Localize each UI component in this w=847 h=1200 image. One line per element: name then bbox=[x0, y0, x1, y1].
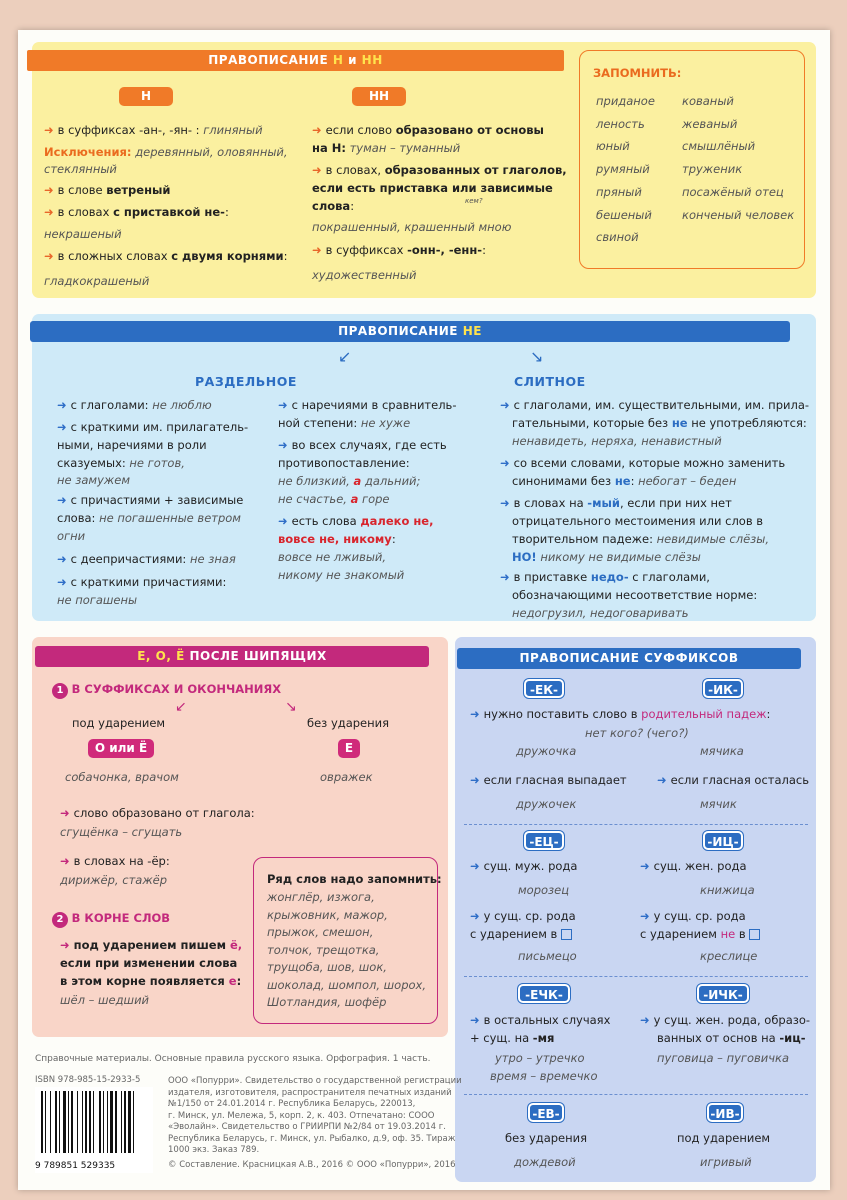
memorize-word: крыжовник, мажор, bbox=[267, 907, 388, 922]
suf-iv-example: игривый bbox=[700, 1155, 752, 1169]
rule-n-4-example: некрашеный bbox=[44, 227, 122, 241]
ne-join-4b: обозначающими несоответствие норме: bbox=[512, 588, 758, 602]
example-stressed: собачонка, врачом bbox=[65, 770, 179, 784]
publisher-line: №1/150 от 24.01.2014 г. Республика Беларусь, 220013, bbox=[168, 1099, 416, 1109]
ne-sep-3c: огни bbox=[57, 529, 86, 543]
remember-word: посажёный отец bbox=[682, 184, 784, 199]
remember-word: смышлёный bbox=[682, 139, 756, 154]
suf-ev-rule: без ударения bbox=[505, 1131, 588, 1145]
rule-n-5-example: гладкокрашеный bbox=[44, 274, 150, 288]
memorize-word: трущоба, шов, шок, bbox=[267, 960, 387, 974]
suf-ek-example-2: дружочек bbox=[516, 797, 577, 811]
barcode-bar bbox=[133, 1091, 134, 1153]
suf-ic-example-1: книжица bbox=[700, 883, 755, 897]
pill-ek: -ЕК- bbox=[524, 679, 564, 698]
barcode-bar bbox=[107, 1091, 108, 1153]
example-unstressed: овражек bbox=[320, 770, 373, 784]
ne-join-3d: НО! никому не видимые слёзы bbox=[512, 550, 701, 564]
section-eo-title: Е, О, Ё ПОСЛЕ ШИПЯЩИХ bbox=[35, 646, 429, 667]
ne-sep-4: ➜ с деепричастиями: не зная bbox=[57, 552, 236, 566]
remember-word: труженик bbox=[682, 162, 743, 177]
suf-fem-ic: ➜ у сущ. жен. рода, образо- bbox=[640, 1013, 811, 1027]
suf-echk-example-1: утро – утречко bbox=[495, 1051, 585, 1065]
ne-sep-5b: не погашены bbox=[57, 593, 138, 607]
barcode-bar bbox=[59, 1091, 60, 1153]
remember-word: кованый bbox=[682, 94, 734, 108]
remember-word: свиной bbox=[596, 230, 639, 245]
arrow-right-icon: ↘ bbox=[285, 699, 297, 715]
rule-nn-3: ➜ в суффиксах -онн-, -енн-: bbox=[312, 243, 486, 257]
suf-vowel-stays: ➜ если гласная осталась bbox=[657, 773, 810, 787]
rule-n-2-cont: стеклянный bbox=[44, 162, 117, 176]
suf-fem: ➜ сущ. жен. рода bbox=[640, 859, 747, 873]
barcode-bar bbox=[115, 1091, 117, 1153]
pill-ik: -ИК- bbox=[703, 679, 743, 698]
barcode-bar bbox=[71, 1091, 73, 1153]
ne-sep-7b: противопоставление: bbox=[278, 456, 410, 470]
ne-sep-8: ➜ есть слова далеко не, bbox=[278, 514, 434, 528]
suf-ev-example: дождевой bbox=[514, 1155, 576, 1169]
barcode-bar bbox=[50, 1091, 51, 1153]
remember-word: пряный bbox=[596, 184, 642, 199]
ne-sep-5: ➜ с краткими причастиями: bbox=[57, 575, 227, 589]
publisher-line: г. Минск, ул. Мележа, 5, корп. 2, к. 403. Отпечатано: СООО bbox=[168, 1110, 435, 1121]
barcode-bar bbox=[68, 1091, 69, 1153]
square-icon bbox=[749, 929, 760, 940]
barcode-bar bbox=[89, 1091, 91, 1153]
barcode-bar bbox=[110, 1091, 113, 1153]
suf-ec-example-1: морозец bbox=[518, 883, 570, 897]
rule-nn-2: ➜ в словах, образованных от глаголов, bbox=[312, 163, 567, 177]
suf-neut-1b: с ударением в bbox=[470, 925, 572, 943]
suf-neut-1: ➜ у сущ. ср. рода bbox=[470, 909, 576, 923]
suf-echk-example-2: время – времечко bbox=[490, 1069, 598, 1083]
remember-word: приданое bbox=[596, 94, 655, 108]
publisher-line: издателя, изготовителя, распространителя печатных изданий bbox=[168, 1087, 452, 1098]
barcode-bar bbox=[121, 1091, 122, 1153]
ne-sep-6b: ной степени: не хуже bbox=[278, 416, 411, 430]
rule-n-1: ➜ в суффиксах -ан-, -ян- : глиняный bbox=[44, 123, 263, 137]
pill-nn: НН bbox=[352, 87, 406, 106]
rule-er-example: дирижёр, стажёр bbox=[60, 873, 168, 887]
rule-nn-2-question: кем? bbox=[465, 197, 483, 205]
ne-sep-8b: вовсе не, никому: bbox=[278, 532, 396, 546]
pill-n: Н bbox=[119, 87, 173, 106]
rule-root-2: если при изменении слова bbox=[60, 956, 238, 970]
remember-title: ЗАПОМНИТЬ: bbox=[593, 66, 682, 80]
memorize-word: Шотландия, шофёр bbox=[267, 995, 387, 1009]
pill-ic: -ИЦ- bbox=[703, 831, 743, 850]
rule-n-2: Исключения: деревянный, оловянный, bbox=[44, 145, 288, 159]
rule-root-3: в этом корне появляется е: bbox=[60, 974, 242, 988]
suf-question: нет кого? (чего?) bbox=[585, 726, 689, 740]
section-n-nn-title: ПРАВОПИСАНИЕ Н и НН bbox=[27, 50, 564, 71]
publisher-line: 1000 экз. Заказ 789. bbox=[168, 1145, 260, 1155]
publisher-line: «Эволайн». Свидетельство о ГРИИРПИ №2/84 от 19.03.2014 г. bbox=[168, 1122, 446, 1132]
suf-ichk-example: пуговица – пуговичка bbox=[657, 1051, 790, 1065]
rule-from-verb-example: сгущёнка – сгущать bbox=[60, 825, 183, 839]
rule-nn-2-example: покрашенный, крашенный мною bbox=[312, 220, 512, 234]
ne-sep-3b: слова: не погашенные ветром bbox=[57, 511, 241, 525]
ne-sep-2b: ными, наречиями в роли bbox=[57, 438, 207, 452]
memorize-word: жонглёр, изжога, bbox=[267, 890, 375, 904]
suf-other-b: + сущ. на -мя bbox=[470, 1031, 555, 1045]
barcode-bar bbox=[99, 1091, 101, 1153]
rule-nn-1: ➜ если слово образовано от основы bbox=[312, 123, 544, 137]
section-ne-title: ПРАВОПИСАНИЕ НЕ bbox=[30, 321, 790, 342]
pill-o-or-yo: О или Ё bbox=[88, 739, 154, 758]
publisher-line: ООО «Попурри». Свидетельство о государственной регистрации bbox=[168, 1076, 462, 1086]
memorize-word: толчок, трещотка, bbox=[267, 942, 380, 957]
suf-ik-example-1: мячика bbox=[700, 744, 744, 758]
memorize-word: шоколад, шомпол, шорох, bbox=[267, 977, 427, 992]
pill-e: Е bbox=[338, 739, 360, 758]
label-unstressed: без ударения bbox=[307, 716, 390, 730]
footer-description: Справочные материалы. Основные правила русского языка. Орфография. 1 часть. bbox=[35, 1054, 431, 1064]
barcode-bar bbox=[63, 1091, 66, 1153]
suf-ik-example-2: мячик bbox=[700, 797, 737, 811]
ne-sep-3: ➜ с причастиями + зависимые bbox=[57, 493, 244, 507]
joined-heading: СЛИТНОЕ bbox=[514, 374, 586, 389]
ne-join-1c: ненавидеть, неряха, ненавистный bbox=[512, 434, 722, 448]
ne-sep-2d: не замужем bbox=[57, 473, 131, 487]
remember-word: жеваный bbox=[682, 116, 738, 131]
divider-3 bbox=[464, 1094, 808, 1095]
copyright: © Составление. Красницкая А.В., 2016 © ООО «Попурри», 2016 bbox=[168, 1160, 456, 1170]
barcode-bar bbox=[77, 1091, 78, 1153]
suf-other: ➜ в остальных случаях bbox=[470, 1013, 611, 1027]
remember-word: леность bbox=[596, 116, 645, 131]
memorize-word: прыжок, смешон, bbox=[267, 925, 374, 939]
ne-join-3: ➜ в словах на -мый, если при них нет bbox=[500, 496, 732, 510]
arrow-left-icon: ↙ bbox=[175, 699, 187, 715]
square-icon bbox=[561, 929, 572, 940]
label-stressed: под ударением bbox=[72, 716, 166, 730]
ne-sep-7c: не близкий, а дальний; bbox=[278, 474, 421, 488]
remember-word: юный bbox=[596, 139, 630, 154]
ne-sep-8d: никому не знакомый bbox=[278, 568, 405, 582]
rule-nn-1-cont: на Н: туман – туманный bbox=[312, 141, 461, 155]
barcode-bar bbox=[85, 1091, 87, 1153]
arrow-down-left-icon: ↙ bbox=[338, 347, 352, 366]
heading-root: 2 В КОРНЕ СЛОВ bbox=[52, 909, 170, 928]
ne-sep-8c: вовсе не лживый, bbox=[278, 550, 387, 564]
barcode-bar bbox=[55, 1091, 57, 1153]
suf-ek-example-1: дружочка bbox=[516, 744, 577, 758]
suf-vowel-drops: ➜ если гласная выпадает bbox=[470, 773, 627, 787]
barcode-bar bbox=[45, 1091, 46, 1153]
barcode-digits: 9 789851 529335 bbox=[35, 1161, 116, 1171]
remember-word: румяный bbox=[596, 162, 650, 177]
barcode-bar bbox=[93, 1091, 94, 1153]
suf-rule-genitive: ➜ нужно поставить слово в родительный падеж: bbox=[470, 707, 771, 721]
separate-heading: РАЗДЕЛЬНОЕ bbox=[195, 374, 297, 389]
ne-sep-6: ➜ с наречиями в сравнитель- bbox=[278, 398, 457, 412]
divider-2 bbox=[464, 976, 808, 977]
rule-n-4: ➜ в словах с приставкой не-: bbox=[44, 205, 229, 219]
isbn: ISBN 978-985-15-2933-5 bbox=[35, 1075, 141, 1085]
ne-sep-7: ➜ во всех случаях, где есть bbox=[278, 438, 447, 452]
ne-sep-2c: сказуемых: не готов, bbox=[57, 456, 185, 470]
ne-sep-2: ➜ с краткими им. прилагатель- bbox=[57, 420, 249, 434]
suf-masc: ➜ сущ. муж. рода bbox=[470, 859, 578, 873]
ne-join-1b: гательными, которые без не не употребляются: bbox=[512, 416, 807, 430]
ne-join-2b: синонимами без не: небогат – беден bbox=[512, 474, 737, 488]
rule-root-example: шёл – шедший bbox=[60, 993, 150, 1007]
publisher-line: Республика Беларусь, г. Минск, ул. Рыбалко, д.9, оф. 35. Тираж bbox=[168, 1133, 456, 1144]
ne-sep-7d: не счастье, а горе bbox=[278, 492, 390, 506]
remember-word: конченый человек bbox=[682, 207, 795, 222]
suf-neut-2b: с ударением не в bbox=[640, 925, 760, 943]
arrow-down-right-icon: ↘ bbox=[530, 347, 544, 366]
rule-nn-2-cont: если есть приставка или зависимые bbox=[312, 181, 553, 195]
memorize-words-title: Ряд слов надо запомнить: bbox=[267, 872, 442, 886]
divider-1 bbox=[464, 824, 808, 825]
pill-echk: -ЕЧК- bbox=[518, 984, 570, 1003]
pill-ev: -ЕВ- bbox=[528, 1103, 564, 1122]
suf-ec-example-2: письмецо bbox=[518, 949, 577, 963]
rule-root-1: ➜ под ударением пишем ё, bbox=[60, 938, 243, 952]
suf-neut-2: ➜ у сущ. ср. рода bbox=[640, 909, 746, 923]
ne-join-1: ➜ с глаголами, им. существительными, им. прила- bbox=[500, 398, 810, 412]
suf-fem-ic-b: ванных от основ на -иц- bbox=[657, 1031, 806, 1045]
suf-iv-rule: под ударением bbox=[677, 1131, 771, 1145]
remember-word: бешеный bbox=[596, 207, 652, 222]
rule-er: ➜ в словах на -ёр: bbox=[60, 854, 170, 868]
ne-join-3b: отрицательного местоимения или слов в bbox=[512, 514, 764, 528]
barcode-bar bbox=[82, 1091, 83, 1153]
rule-nn-3-example: художественный bbox=[312, 268, 417, 282]
ne-join-2: ➜ со всеми словами, которые можно заменить bbox=[500, 456, 786, 470]
ne-join-3c: творительном падеже: невидимые слёзы, bbox=[512, 532, 769, 546]
suf-ic-example-2: креслице bbox=[700, 949, 758, 963]
barcode-bar bbox=[41, 1091, 43, 1153]
ne-join-4c: недогрузил, недоговаривать bbox=[512, 606, 689, 620]
rule-n-3: ➜ в слове ветреный bbox=[44, 183, 171, 197]
ne-sep-1: ➜ с глаголами: не люблю bbox=[57, 398, 212, 412]
barcode-bar bbox=[124, 1091, 126, 1153]
ne-join-4: ➜ в приставке недо- с глаголами, bbox=[500, 570, 710, 584]
pill-ichk: -ИЧК- bbox=[697, 984, 749, 1003]
barcode-bar bbox=[128, 1091, 131, 1153]
rule-n-5: ➜ в сложных словах с двумя корнями: bbox=[44, 249, 288, 263]
section-suffixes-title: ПРАВОПИСАНИЕ СУФФИКСОВ bbox=[457, 648, 801, 669]
rule-nn-2-cont2: слова: bbox=[312, 199, 355, 213]
rule-from-verb: ➜ слово образовано от глагола: bbox=[60, 806, 255, 820]
pill-ec: -ЕЦ- bbox=[524, 831, 564, 850]
heading-suffixes-endings: 1 В СУФФИКСАХ И ОКОНЧАНИЯХ bbox=[52, 680, 281, 699]
pill-iv: -ИВ- bbox=[707, 1103, 743, 1122]
barcode-bar bbox=[103, 1091, 104, 1153]
